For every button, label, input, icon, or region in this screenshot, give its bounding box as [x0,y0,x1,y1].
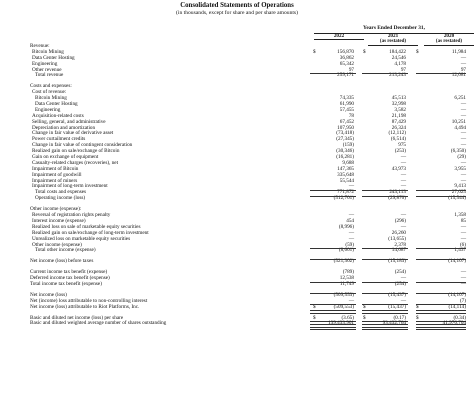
subtotal-rule [416,259,466,260]
statement-subtitle: (in thousands, except for share and per share amounts) [176,10,298,16]
row-label: Cost of revenue: [32,89,67,96]
cell-value: — [460,106,466,113]
row-label: Basic and diluted net income (loss) per share [30,314,124,321]
cell-value: (6,350) [450,148,466,155]
cell-value: — [460,269,466,276]
currency-symbol: $ [416,303,419,310]
row-label: Realized loss on sale of marketable equity securities [32,223,141,230]
cell-value: 4,494 [454,124,466,131]
cell-value: 36,862 [339,54,354,61]
cell-value: — [400,297,406,304]
cell-value: 9,688 [342,159,354,166]
cell-value: 97 [460,66,466,73]
cell-value: 12,538 [339,275,354,282]
cell-value: — [460,54,466,61]
row-label: Realized gain on sale/exchange of Bitcoin [32,148,120,155]
cell-value: — [400,212,406,219]
cell-value: — [460,101,466,108]
cell-value: 87,429 [391,118,406,125]
row-label: Deferred income tax benefit (expense) [30,275,110,282]
cell-value: (159) [342,142,354,149]
cell-value: 335,648 [337,171,354,178]
subtotal-rule [310,282,356,283]
row-label: Other income (expense) [32,241,82,248]
cell-value: 139,433,901 [328,320,354,327]
cell-value: 85 [460,217,466,224]
cell-value: (14,107) [448,291,466,298]
cell-value: (7) [459,297,466,304]
cell-value: (521,302) [333,258,354,265]
row-label: Net income (loss) [30,291,67,298]
column-header [308,25,474,44]
cell-value: — [460,60,466,67]
cell-value: (253) [394,148,406,155]
cell-value: 1,358 [454,212,466,219]
cell-value: — [460,177,466,184]
cell-value: (6,514) [390,136,406,143]
cell-value: 3,582 [394,106,406,113]
row-label: Current income tax benefit (expense) [30,269,108,276]
cell-value: 771,872 [337,189,354,196]
cell-value: (254) [394,269,406,276]
cell-value: 2,378 [394,241,406,248]
subtotal-rule [310,73,356,74]
subtotal-rule [362,196,408,197]
cell-value: — [460,112,466,119]
row-label: Operating income (loss) [35,195,86,202]
currency-symbol: $ [313,314,316,321]
currency-symbol: $ [313,48,316,55]
cell-value: 97 [348,66,354,73]
row-label: Costs and expenses: [30,83,72,90]
cell-value: (789) [342,269,354,276]
cell-value: 3,955 [454,165,466,172]
cell-value: 9,413 [454,183,466,190]
cell-value: 57,455 [339,106,354,113]
row-label: Impairment of goodwill [32,171,82,178]
row-label: Basic and diluted weighted average number of shares outstanding [30,320,167,327]
row-label: Depreciation and amortization [32,124,96,131]
cell-value: 4,178 [394,60,406,67]
row-label: Engineering [32,60,58,67]
cell-value: 78 [348,112,354,119]
subtotal-rule [362,293,408,294]
row-label: Bitcoin Mining [35,95,67,102]
subtotal-rule [416,190,466,191]
subtotal-rule [362,282,408,283]
cell-value: — [460,229,466,236]
cell-value: — [348,297,354,304]
cell-value: 156,870 [337,48,354,55]
row-label: Bitcoin Mining [32,48,64,55]
statement-table [30,44,474,327]
statement-title: Consolidated Statements of Operations [180,2,294,9]
subtotal-rule [362,73,408,74]
row-label: Other income (expense): [30,206,82,213]
cell-value: 11,749 [339,280,354,287]
subtotal-rule [416,73,466,74]
cell-value: 27,625 [451,189,466,196]
cell-value: 24,546 [391,54,406,61]
cell-value: 184,422 [389,48,406,55]
cell-value: — [400,154,406,161]
row-label: Other revenue [32,66,62,73]
cell-value: 975 [398,142,406,149]
cell-value: (16,281) [336,154,354,161]
cell-value: 14,687 [391,247,406,254]
row-label: Net income (loss) before taxes [30,258,94,265]
cell-value: (254) [394,280,406,287]
subtotal-rule [416,293,466,294]
table-row [30,321,474,327]
cell-value: (8,996) [338,223,354,230]
subtotal-rule [310,304,356,305]
cell-value: (14,107) [448,258,466,265]
cell-value: (512,701) [333,195,354,202]
row-label: Power curtailment credits [32,136,86,143]
cell-value: (8,601) [338,247,354,254]
row-label: Total income tax benefit (expense) [30,280,102,287]
subtotal-rule [310,190,356,191]
cell-value: — [348,229,354,236]
cell-value: (509,553) [333,303,354,310]
cell-value: — [348,183,354,190]
cell-value: 213,243 [389,72,406,79]
col-header-2020: 2020 (as restated) [424,33,474,46]
cell-value: (29,870) [388,195,406,202]
row-label: Net income (loss) attributable to Riot Platforms, Inc. [30,303,140,310]
row-label: Impairment of long-term investment [32,183,108,190]
row-label: Total revenue [35,72,64,79]
row-label: Change in fair value of derivative asset [32,130,114,137]
cell-value: 61,990 [339,101,354,108]
cell-value: 26,324 [391,124,406,131]
row-label: Impairment of Bitcoin [32,165,79,172]
cell-value: (12,112) [388,130,406,137]
currency-symbol: $ [363,48,366,55]
row-label: Unrealized loss on marketable equity securities [32,235,131,242]
cell-value: — [460,130,466,137]
cell-value: (0.34) [453,314,466,321]
subtotal-rule [416,248,466,249]
row-label: Selling, general, and administrative [32,118,106,125]
cell-value: 147,365 [337,165,354,172]
row-label: Gain on exchange of equipment [32,154,99,161]
cell-value: (296) [394,217,406,224]
cell-value: 107,950 [337,124,354,131]
cell-value: 55,544 [339,177,354,184]
cell-value: — [400,183,406,190]
subtotal-rule [362,304,408,305]
subtotal-rule [416,304,466,305]
cell-value: — [348,212,354,219]
row-label: Acquisition-related costs [32,112,84,119]
cell-value: — [460,142,466,149]
cell-value: — [460,275,466,282]
subtotal-rule [362,248,408,249]
cell-value: 45,513 [391,95,406,102]
cell-value: 6,251 [454,95,466,102]
row-label: Interest income (expense) [32,217,86,224]
cell-value: (14,114) [448,303,466,310]
currency-symbol: $ [416,314,419,321]
cell-value: (15,437) [388,291,406,298]
cell-value: — [400,275,406,282]
cell-value: 10,251 [451,118,466,125]
cell-value: 65,342 [339,60,354,67]
row-label: Realized gain on sale/exchange of long-term investment [32,229,149,236]
row-label: Impairment of miners [32,177,78,184]
currency-symbol: $ [416,48,419,55]
cell-value: 97 [400,66,406,73]
cell-value: 26,260 [391,229,406,236]
row-label: Net (income) loss attributable to non-controlling interest [30,297,148,304]
cell-value: (15,437) [388,303,406,310]
cell-value: (15,183) [388,258,406,265]
row-label: Revenue: [30,43,50,49]
subtotal-rule [416,196,466,197]
total-double-rule [362,327,408,330]
cell-value: — [460,223,466,230]
cell-value: (73,418) [336,130,354,137]
cell-value: 93,432,764 [382,320,406,327]
total-double-rule [416,327,466,330]
cell-value: 67,452 [339,118,354,125]
col-header-2022: 2022 [314,33,364,40]
subtotal-rule [310,259,356,260]
cell-value: — [460,235,466,242]
cell-value: — [460,159,466,166]
years-ended-label: Years Ended December 31, [314,26,474,34]
cell-value: 74,335 [339,95,354,102]
cell-value: (509,553) [333,291,354,298]
cell-value: (15,544) [448,195,466,202]
currency-symbol: $ [313,303,316,310]
col-header-2021: 2021 (as restated) [368,33,418,46]
cell-value: — [460,171,466,178]
cell-value: — [348,235,354,242]
cell-value: (13,655) [388,235,406,242]
row-label: Total costs and expenses [35,189,87,196]
cell-value: — [460,280,466,287]
subtotal-rule [310,293,356,294]
cell-value: (30,346) [336,148,354,155]
row-label: Change in fair value of contingent consideration [32,142,133,149]
currency-symbol: $ [363,314,366,321]
subtotal-rule [362,190,408,191]
cell-value: (29) [457,154,466,161]
cell-value: 12,081 [451,72,466,79]
cell-value: — [400,159,406,166]
row-label: Engineering [35,106,61,113]
cell-value: (59) [345,241,354,248]
cell-value: — [400,177,406,184]
row-label: Total other income (expense) [35,247,96,254]
cell-value: 1,437 [454,247,466,254]
cell-value: 11,984 [451,48,466,55]
currency-symbol: $ [363,303,366,310]
row-label: Reversal of registration rights penalty [32,212,111,219]
cell-value: (6) [459,241,466,248]
cell-value: (27,345) [336,136,354,143]
row-label: Data Center Hosting [32,54,75,61]
cell-value: (3.65) [341,314,354,321]
cell-value: — [400,223,406,230]
cell-value: 32,998 [391,101,406,108]
cell-value: — [460,136,466,143]
subtotal-rule [362,259,408,260]
cell-value: — [400,171,406,178]
subtotal-rule [416,282,466,283]
cell-value: 259,171 [337,72,354,79]
cell-value: 21,198 [391,112,406,119]
subtotal-rule [310,196,356,197]
subtotal-rule [310,248,356,249]
cell-value: 243,113 [389,189,406,196]
cell-value: 454 [346,217,354,224]
cell-value: (0.17) [393,314,406,321]
row-label: Data Center Hosting [35,101,78,108]
cell-value: 43,973 [391,165,406,172]
row-label: Casualty-related charges (recoveries), net [32,159,119,166]
cell-value: 41,976,704 [442,320,466,327]
total-double-rule [310,327,356,330]
